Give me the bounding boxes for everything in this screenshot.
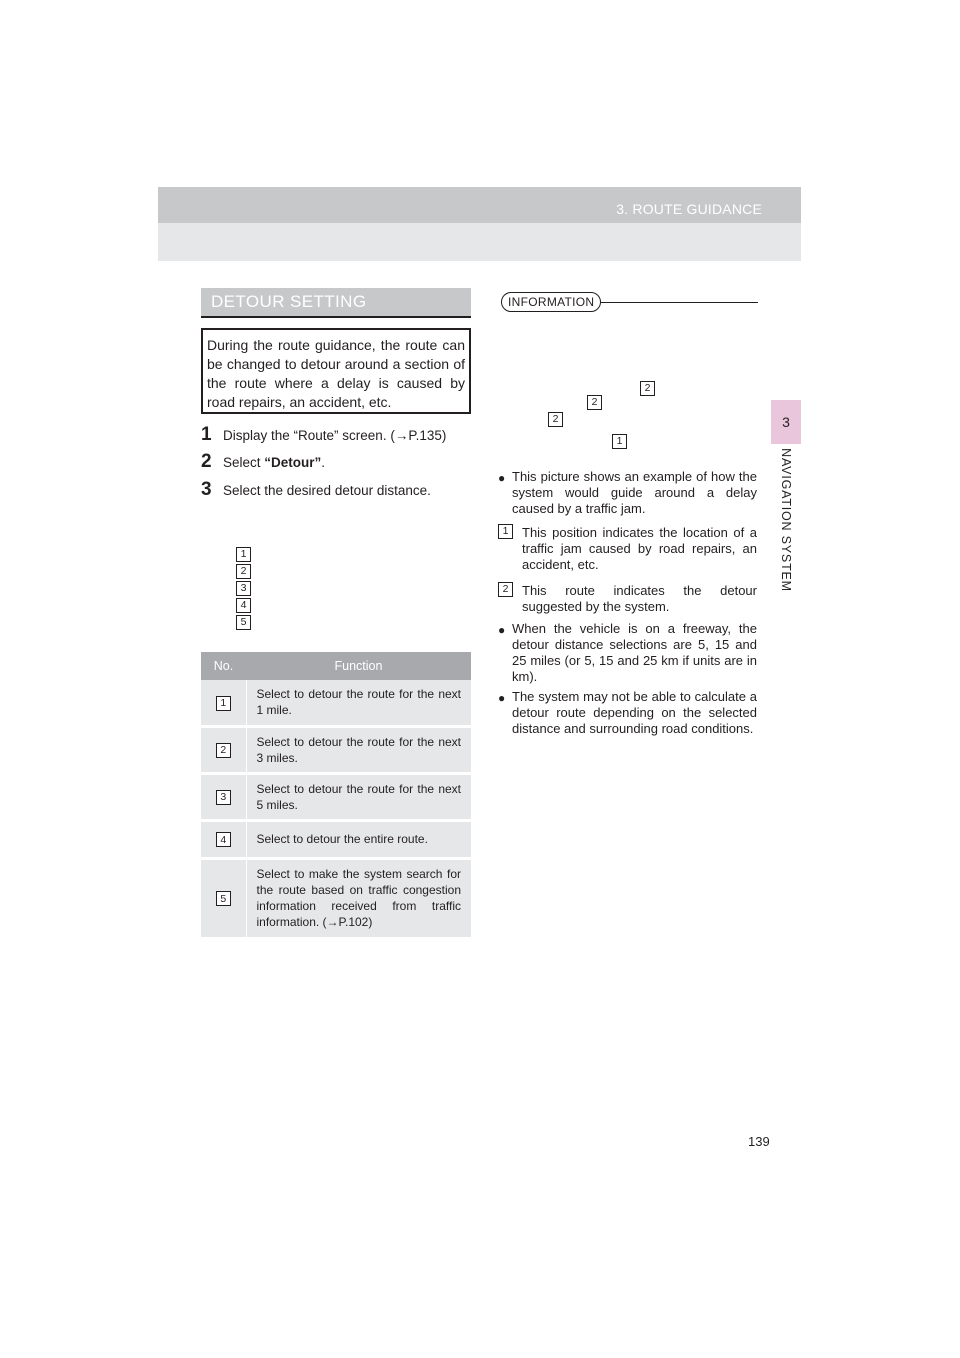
figure-callout-2b: 2 [587, 395, 602, 410]
item-text: This position indicates the location of a traffic jam caused by road repairs, an accident, etc. [522, 525, 757, 572]
info-bullet-3 [498, 689, 757, 737]
callout-3: 3 [236, 581, 251, 596]
table-row [201, 726, 471, 773]
column-header-function: Function [246, 652, 471, 680]
bullet-text: The system may not be able to calculate a detour route depending on the selected distance and surrounding road conditions. [512, 689, 757, 736]
step-text-suffix: . [321, 455, 326, 470]
callout-1: 1 [236, 547, 251, 562]
row-function: Select to make the system search for the route based on traffic congestion information received from traffic information. (→P.102) [246, 858, 471, 938]
row-function: Select to detour the route for the next 1 mile. [246, 680, 471, 726]
bullet-text: When the vehicle is on a freeway, the detour distance selections are 5, 15 and 25 miles (or 5, 15 and 25 km if units are in km). [512, 621, 757, 684]
row-number-cell [201, 820, 246, 858]
chapter-tab [771, 400, 801, 444]
table-header-row [201, 652, 471, 680]
screen-callouts [236, 547, 251, 630]
intro-box [201, 328, 471, 414]
step-number: 2 [201, 451, 212, 472]
row-number: 4 [216, 832, 231, 847]
info-bullet-2 [498, 621, 757, 685]
step-text: Display the “Route” screen. (→P.135) [223, 428, 447, 443]
row-function: Select to detour the entire route. [246, 820, 471, 858]
function-table [201, 652, 471, 940]
step-number: 1 [201, 424, 212, 445]
row-number-cell [201, 773, 246, 820]
information-rule [600, 302, 758, 303]
bullet-icon: ● [498, 691, 506, 705]
bullet-icon: ● [498, 471, 506, 485]
chapter-tab-number: 3 [782, 414, 790, 430]
item-text: This route indicates the detour suggested by the system. [522, 583, 757, 614]
row-number: 5 [216, 891, 231, 906]
callout-4: 4 [236, 598, 251, 613]
figure-callout-2a: 2 [640, 381, 655, 396]
row-number: 2 [216, 743, 231, 758]
intro-text: During the route guidance, the route can be changed to detour around a section of the route where a delay is caused by road repairs, an accident, etc. [207, 337, 465, 410]
table-row [201, 858, 471, 938]
info-item-2 [498, 583, 757, 615]
header-subband [158, 223, 801, 261]
figure-callout-1: 1 [612, 434, 627, 449]
item-number: 1 [498, 524, 513, 539]
step-number: 3 [201, 479, 212, 500]
row-number: 3 [216, 790, 231, 805]
step-3 [201, 479, 431, 501]
table-row [201, 680, 471, 726]
callout-5: 5 [236, 615, 251, 630]
info-bullet-1 [498, 469, 757, 517]
bullet-text: This picture shows an example of how the system would guide around a delay caused by a traffic jam. [512, 469, 757, 516]
page-number: 139 [748, 1134, 770, 1149]
step-bold-label: “Detour” [264, 455, 322, 470]
row-function: Select to detour the route for the next 3 miles. [246, 726, 471, 773]
step-1 [201, 424, 446, 446]
bullet-icon: ● [498, 623, 506, 637]
info-item-1 [498, 525, 757, 573]
information-label: INFORMATION [501, 292, 601, 312]
section-title: DETOUR SETTING [201, 288, 471, 318]
row-number-cell [201, 858, 246, 938]
row-number: 1 [216, 696, 231, 711]
figure-callout-2c: 2 [548, 412, 563, 427]
step-text-prefix: Select [223, 455, 261, 470]
step-2 [201, 451, 325, 473]
column-header-no: No. [201, 652, 246, 680]
step-text: Select the desired detour distance. [223, 483, 431, 498]
row-function: Select to detour the route for the next 5 miles. [246, 773, 471, 820]
table-row [201, 820, 471, 858]
row-number-cell [201, 726, 246, 773]
callout-2: 2 [236, 564, 251, 579]
chapter-title: 3. ROUTE GUIDANCE [616, 201, 762, 217]
item-number: 2 [498, 582, 513, 597]
table-row [201, 773, 471, 820]
chapter-side-label: NAVIGATION SYSTEM [779, 448, 793, 592]
row-number-cell [201, 680, 246, 726]
